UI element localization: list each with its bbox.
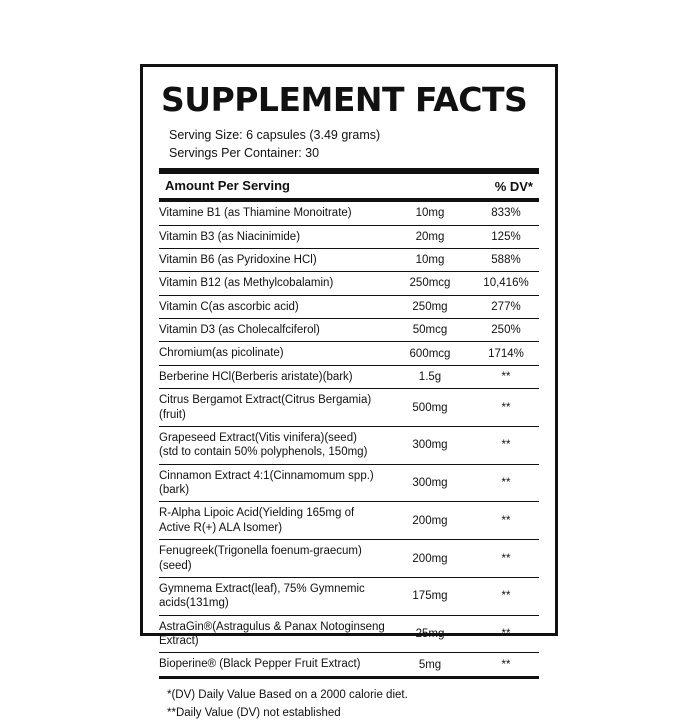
ingredient-name: Cinnamon Extract 4:1(Cinnamomum spp.)(bark) <box>159 464 387 502</box>
table-row <box>159 653 539 676</box>
ingredient-name: Citrus Bergamot Extract(Citrus Bergamia)(fruit) <box>159 389 387 427</box>
table-row <box>159 319 539 342</box>
ingredient-amount: 50mcg <box>387 319 473 342</box>
ingredient-name <box>159 426 387 464</box>
ingredient-amount: 200mg <box>387 502 473 540</box>
ingredient-daily-value: 588% <box>473 248 539 271</box>
ingredient-amount: 25mg <box>387 615 473 653</box>
column-header-dv: % DV* <box>494 178 533 194</box>
ingredient-amount: 10mg <box>387 202 473 225</box>
ingredient-name: Vitamin B6 (as Pyridoxine HCl) <box>159 248 387 271</box>
facts-table-body <box>159 174 539 198</box>
ingredient-name-line1: Grapeseed Extract(Vitis vinifera)(seed) <box>159 431 357 444</box>
page-title: SUPPLEMENT FACTS <box>161 80 528 119</box>
ingredient-name <box>159 502 387 540</box>
ingredient-daily-value: 1714% <box>473 342 539 365</box>
ingredient-daily-value: ** <box>473 464 539 502</box>
ingredient-daily-value: 277% <box>473 295 539 318</box>
ingredient-name: Gymnema Extract(leaf), 75% Gymnemic acids(131mg) <box>159 577 387 615</box>
table-row <box>159 272 539 295</box>
ingredient-name-line1: R-Alpha Lipoic Acid(Yielding 165mg of <box>159 507 355 520</box>
ingredient-daily-value: ** <box>473 615 539 653</box>
ingredient-daily-value: ** <box>473 540 539 578</box>
facts-table <box>159 174 539 198</box>
ingredient-daily-value: 250% <box>473 319 539 342</box>
table-row <box>159 464 539 502</box>
ingredient-daily-value: 10,416% <box>473 272 539 295</box>
ingredients-table <box>159 201 539 676</box>
ingredient-daily-value: ** <box>473 577 539 615</box>
ingredient-amount: 20mg <box>387 225 473 248</box>
ingredient-name: Berberine HCl(Berberis aristate)(bark) <box>159 365 387 388</box>
ingredient-amount: 300mg <box>387 426 473 464</box>
footnote-dv-basis: *(DV) Daily Value Based on a 2000 calorie diet. <box>167 688 408 701</box>
ingredient-amount: 500mg <box>387 389 473 427</box>
table-row <box>159 426 539 464</box>
ingredient-name: Vitamin D3 (as Cholecalfciferol) <box>159 319 387 342</box>
table-row <box>159 342 539 365</box>
column-header-spacer <box>381 174 467 198</box>
table-row <box>159 577 539 615</box>
table-header-row <box>159 174 539 198</box>
ingredient-name-line2: (std to contain 50% polyphenols, 150mg) <box>159 446 368 459</box>
ingredient-name: AstraGin®(Astragulus & Panax Notoginseng Extract) <box>159 615 387 653</box>
ingredient-name: Vitamine B1 (as Thiamine Monoitrate) <box>159 202 387 225</box>
servings-per-container: Servings Per Container: 30 <box>169 145 320 160</box>
ingredient-amount: 300mg <box>387 464 473 502</box>
ingredient-name: Vitamin C(as ascorbic acid) <box>159 295 387 318</box>
ingredient-name-line2: Active R(+) ALA Isomer) <box>159 521 283 534</box>
ingredient-name: Bioperine® (Black Pepper Fruit Extract) <box>159 653 387 676</box>
ingredient-name: Vitamin B12 (as Methylcobalamin) <box>159 272 387 295</box>
table-row <box>159 295 539 318</box>
ingredient-daily-value: ** <box>473 653 539 676</box>
ingredient-amount: 600mcg <box>387 342 473 365</box>
ingredient-daily-value: ** <box>473 426 539 464</box>
ingredient-amount: 200mg <box>387 540 473 578</box>
table-row <box>159 365 539 388</box>
ingredient-daily-value: ** <box>473 502 539 540</box>
footnote-dv-not-established: **Daily Value (DV) not established <box>167 707 341 720</box>
serving-size: Serving Size: 6 capsules (3.49 grams) <box>169 127 381 142</box>
table-row <box>159 389 539 427</box>
serving-info <box>169 126 539 162</box>
supplement-facts-panel <box>140 64 558 720</box>
table-row <box>159 615 539 653</box>
ingredient-name: Fenugreek(Trigonella foenum-graecum)(seed) <box>159 540 387 578</box>
ingredient-daily-value: 125% <box>473 225 539 248</box>
ingredient-name: Chromium(as picolinate) <box>159 342 387 365</box>
footnotes <box>167 686 539 723</box>
ingredients-table-body <box>159 202 539 676</box>
ingredient-amount: 250mcg <box>387 272 473 295</box>
ingredient-amount: 250mg <box>387 295 473 318</box>
table-row <box>159 540 539 578</box>
ingredient-daily-value: ** <box>473 365 539 388</box>
divider-above-footnotes <box>159 676 539 679</box>
ingredient-amount: 10mg <box>387 248 473 271</box>
table-row <box>159 225 539 248</box>
ingredient-daily-value: 833% <box>473 202 539 225</box>
column-header-amount: Amount Per Serving <box>165 177 290 193</box>
table-row <box>159 502 539 540</box>
ingredient-amount: 175mg <box>387 577 473 615</box>
ingredient-amount: 5mg <box>387 653 473 676</box>
ingredient-daily-value: ** <box>473 389 539 427</box>
ingredient-name: Vitamin B3 (as Niacinimide) <box>159 225 387 248</box>
table-row <box>159 202 539 225</box>
table-row <box>159 248 539 271</box>
ingredient-amount: 1.5g <box>387 365 473 388</box>
